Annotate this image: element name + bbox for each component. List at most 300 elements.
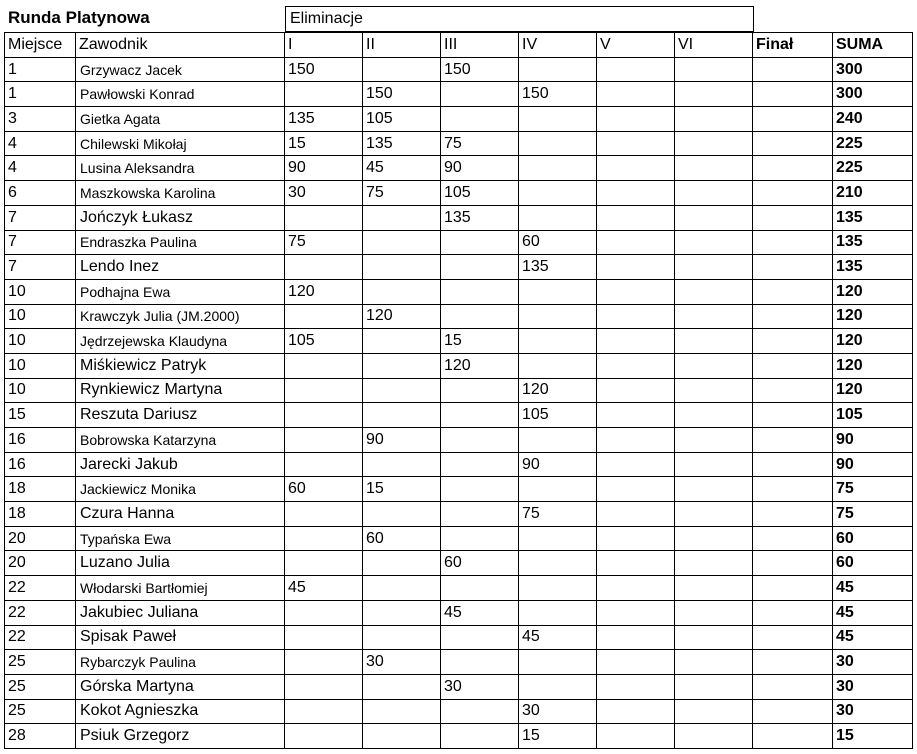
sum-cell: 300 (833, 82, 913, 107)
score-cell: 105 (519, 403, 597, 428)
table-row (5, 724, 913, 749)
place-cell: 7 (5, 255, 76, 280)
place-cell: 28 (5, 724, 76, 749)
place-cell: 25 (5, 699, 76, 724)
name-cell: Jackiewicz Monika (76, 477, 285, 502)
table-row (5, 378, 913, 403)
table-row (5, 131, 913, 156)
name-cell: Chilewski Mikołaj (76, 131, 285, 156)
table-row (5, 551, 913, 576)
score-cell (441, 576, 519, 601)
score-cell: 75 (441, 131, 519, 156)
name-cell: Jarecki Jakub (76, 452, 285, 477)
table-row (5, 526, 913, 551)
sum-cell: 45 (833, 600, 913, 625)
score-cell (597, 699, 675, 724)
place-cell: 4 (5, 131, 76, 156)
score-cell (519, 304, 597, 329)
score-cell (441, 699, 519, 724)
place-cell: 16 (5, 452, 76, 477)
page-title: Runda Platynowa (8, 8, 150, 27)
score-cell: 90 (363, 428, 441, 453)
final-cell (753, 378, 833, 403)
score-cell (519, 526, 597, 551)
name-cell: Grzywacz Jacek (76, 57, 285, 82)
header-round-1: I (285, 33, 363, 58)
score-cell (441, 452, 519, 477)
table-row (5, 576, 913, 601)
score-cell (285, 502, 363, 527)
score-cell (363, 502, 441, 527)
score-cell (519, 107, 597, 132)
score-cell (675, 576, 753, 601)
score-cell: 120 (519, 378, 597, 403)
score-cell: 15 (363, 477, 441, 502)
score-cell: 60 (519, 230, 597, 255)
score-cell (363, 329, 441, 354)
score-cell (519, 551, 597, 576)
score-cell: 120 (363, 304, 441, 329)
final-cell (753, 181, 833, 206)
score-cell: 60 (285, 477, 363, 502)
place-cell: 3 (5, 107, 76, 132)
table-row (5, 674, 913, 699)
final-cell (753, 403, 833, 428)
score-cell (441, 477, 519, 502)
table-row (5, 181, 913, 206)
score-cell (363, 452, 441, 477)
score-cell (519, 353, 597, 378)
score-cell (519, 279, 597, 304)
score-cell (363, 551, 441, 576)
final-cell (753, 526, 833, 551)
score-cell (597, 600, 675, 625)
score-cell (285, 378, 363, 403)
score-cell (597, 428, 675, 453)
score-cell (441, 279, 519, 304)
sum-cell: 30 (833, 674, 913, 699)
score-cell (675, 403, 753, 428)
score-cell (675, 205, 753, 230)
score-cell (285, 650, 363, 675)
score-cell (675, 526, 753, 551)
score-cell (363, 255, 441, 280)
sum-cell: 75 (833, 502, 913, 527)
place-cell: 1 (5, 57, 76, 82)
sum-cell: 45 (833, 625, 913, 650)
score-cell (285, 255, 363, 280)
score-cell (597, 255, 675, 280)
score-cell (597, 329, 675, 354)
score-cell (441, 304, 519, 329)
place-cell: 10 (5, 353, 76, 378)
score-cell (597, 576, 675, 601)
score-cell (675, 551, 753, 576)
score-cell (285, 625, 363, 650)
place-cell: 18 (5, 502, 76, 527)
place-cell: 18 (5, 477, 76, 502)
header-final: Finał (753, 33, 833, 58)
score-cell: 105 (441, 181, 519, 206)
table-row (5, 205, 913, 230)
name-cell: Gietka Agata (76, 107, 285, 132)
score-cell (675, 107, 753, 132)
score-cell (363, 674, 441, 699)
score-cell (597, 57, 675, 82)
score-cell (363, 600, 441, 625)
score-cell (597, 526, 675, 551)
score-cell (675, 502, 753, 527)
score-cell (441, 403, 519, 428)
header-round-4: IV (519, 33, 597, 58)
sum-cell: 120 (833, 329, 913, 354)
sum-cell: 75 (833, 477, 913, 502)
score-cell (441, 502, 519, 527)
table-row (5, 428, 913, 453)
score-cell (675, 57, 753, 82)
score-cell (441, 526, 519, 551)
final-cell (753, 255, 833, 280)
name-cell: Czura Hanna (76, 502, 285, 527)
table-row (5, 255, 913, 280)
score-cell (597, 625, 675, 650)
score-cell (597, 107, 675, 132)
score-cell (285, 526, 363, 551)
score-cell: 150 (285, 57, 363, 82)
table-row (5, 353, 913, 378)
score-cell (441, 107, 519, 132)
score-cell (675, 353, 753, 378)
final-cell (753, 724, 833, 749)
score-cell: 30 (285, 181, 363, 206)
score-cell (441, 230, 519, 255)
score-cell: 105 (363, 107, 441, 132)
score-cell (519, 156, 597, 181)
score-cell: 135 (285, 107, 363, 132)
score-cell (675, 230, 753, 255)
sum-cell: 120 (833, 353, 913, 378)
score-cell (597, 650, 675, 675)
final-cell (753, 205, 833, 230)
score-cell (441, 625, 519, 650)
score-cell (675, 477, 753, 502)
score-cell (363, 403, 441, 428)
table-row (5, 156, 913, 181)
score-cell (285, 304, 363, 329)
name-cell: Bobrowska Katarzyna (76, 428, 285, 453)
score-cell (675, 625, 753, 650)
score-cell (675, 329, 753, 354)
sum-cell: 15 (833, 724, 913, 749)
score-cell (597, 477, 675, 502)
sum-cell: 120 (833, 378, 913, 403)
name-cell: Luzano Julia (76, 551, 285, 576)
name-cell: Kokot Agnieszka (76, 699, 285, 724)
score-cell (363, 279, 441, 304)
score-cell (363, 699, 441, 724)
score-cell: 45 (363, 156, 441, 181)
header-sum: SUMA (833, 33, 913, 58)
place-cell: 22 (5, 576, 76, 601)
score-cell (519, 477, 597, 502)
score-cell: 90 (285, 156, 363, 181)
score-cell (285, 724, 363, 749)
score-cell (363, 353, 441, 378)
score-cell (597, 353, 675, 378)
name-cell: Rybarczyk Paulina (76, 650, 285, 675)
table-row (5, 230, 913, 255)
score-cell (441, 724, 519, 749)
table-row (5, 477, 913, 502)
final-cell (753, 625, 833, 650)
header-row (5, 33, 913, 58)
score-cell (363, 378, 441, 403)
table-row (5, 304, 913, 329)
score-cell: 15 (285, 131, 363, 156)
score-cell (363, 57, 441, 82)
final-cell (753, 131, 833, 156)
sum-cell: 30 (833, 699, 913, 724)
score-cell (597, 82, 675, 107)
score-cell (675, 82, 753, 107)
score-cell (441, 255, 519, 280)
final-cell (753, 279, 833, 304)
score-cell: 105 (285, 329, 363, 354)
score-cell: 150 (519, 82, 597, 107)
final-cell (753, 428, 833, 453)
sum-cell: 210 (833, 181, 913, 206)
score-cell (363, 205, 441, 230)
score-cell (597, 131, 675, 156)
score-cell (519, 131, 597, 156)
place-cell: 7 (5, 205, 76, 230)
place-cell: 6 (5, 181, 76, 206)
final-cell (753, 82, 833, 107)
score-cell (675, 724, 753, 749)
sum-cell: 240 (833, 107, 913, 132)
place-cell: 10 (5, 304, 76, 329)
place-cell: 10 (5, 378, 76, 403)
header-round-3: III (441, 33, 519, 58)
score-cell (519, 600, 597, 625)
score-cell (675, 600, 753, 625)
score-cell (597, 502, 675, 527)
score-cell (675, 378, 753, 403)
name-cell: Rynkiewicz Martyna (76, 378, 285, 403)
eliminations-header: Eliminacje (285, 6, 754, 32)
table-row (5, 502, 913, 527)
sum-cell: 135 (833, 255, 913, 280)
place-cell: 7 (5, 230, 76, 255)
score-cell (285, 403, 363, 428)
score-cell (597, 156, 675, 181)
score-cell (519, 674, 597, 699)
score-cell (519, 205, 597, 230)
sum-cell: 225 (833, 131, 913, 156)
score-cell (519, 329, 597, 354)
final-cell (753, 650, 833, 675)
final-cell (753, 353, 833, 378)
score-cell: 60 (363, 526, 441, 551)
name-cell: Endraszka Paulina (76, 230, 285, 255)
header-round-5: V (597, 33, 675, 58)
score-cell (441, 378, 519, 403)
score-cell: 90 (441, 156, 519, 181)
place-cell: 15 (5, 403, 76, 428)
score-cell: 150 (363, 82, 441, 107)
name-cell: Psiuk Grzegorz (76, 724, 285, 749)
name-cell: Pawłowski Konrad (76, 82, 285, 107)
place-cell: 10 (5, 279, 76, 304)
score-cell: 60 (441, 551, 519, 576)
place-cell: 20 (5, 551, 76, 576)
score-cell: 75 (363, 181, 441, 206)
score-cell: 45 (441, 600, 519, 625)
sum-cell: 60 (833, 526, 913, 551)
place-cell: 25 (5, 674, 76, 699)
place-cell: 20 (5, 526, 76, 551)
table-row (5, 650, 913, 675)
score-cell: 75 (519, 502, 597, 527)
sum-cell: 120 (833, 304, 913, 329)
final-cell (753, 230, 833, 255)
score-cell (519, 181, 597, 206)
score-cell (597, 551, 675, 576)
score-cell (597, 674, 675, 699)
score-cell: 90 (519, 452, 597, 477)
score-cell (675, 156, 753, 181)
score-cell: 135 (519, 255, 597, 280)
score-cell (675, 181, 753, 206)
sum-cell: 45 (833, 576, 913, 601)
place-cell: 22 (5, 600, 76, 625)
results-table (4, 32, 913, 749)
score-cell (519, 428, 597, 453)
score-cell (441, 650, 519, 675)
sum-cell: 90 (833, 428, 913, 453)
table-row (5, 452, 913, 477)
score-cell: 135 (441, 205, 519, 230)
score-cell: 135 (363, 131, 441, 156)
header-place: Miejsce (5, 33, 76, 58)
table-row (5, 57, 913, 82)
score-cell (519, 650, 597, 675)
sum-cell: 90 (833, 452, 913, 477)
score-cell (675, 452, 753, 477)
name-cell: Krawczyk Julia (JM.2000) (76, 304, 285, 329)
score-cell (675, 428, 753, 453)
name-cell: Reszuta Dariusz (76, 403, 285, 428)
name-cell: Typańska Ewa (76, 526, 285, 551)
score-cell (597, 724, 675, 749)
score-cell: 30 (441, 674, 519, 699)
place-cell: 10 (5, 329, 76, 354)
score-cell: 150 (441, 57, 519, 82)
header-round-2: II (363, 33, 441, 58)
name-cell: Lusina Aleksandra (76, 156, 285, 181)
final-cell (753, 329, 833, 354)
score-cell (675, 650, 753, 675)
score-cell (441, 428, 519, 453)
place-cell: 1 (5, 82, 76, 107)
score-cell (675, 131, 753, 156)
table-row (5, 600, 913, 625)
score-cell (363, 576, 441, 601)
score-cell: 15 (519, 724, 597, 749)
final-cell (753, 551, 833, 576)
name-cell: Jędrzejewska Klaudyna (76, 329, 285, 354)
final-cell (753, 576, 833, 601)
table-row (5, 82, 913, 107)
score-cell (285, 82, 363, 107)
score-cell (597, 205, 675, 230)
score-cell (285, 205, 363, 230)
header-name: Zawodnik (76, 33, 285, 58)
final-cell (753, 699, 833, 724)
final-cell (753, 600, 833, 625)
score-cell (519, 576, 597, 601)
place-cell: 22 (5, 625, 76, 650)
place-cell: 4 (5, 156, 76, 181)
score-cell (675, 699, 753, 724)
score-cell (675, 255, 753, 280)
table-row (5, 107, 913, 132)
name-cell: Maszkowska Karolina (76, 181, 285, 206)
sum-cell: 120 (833, 279, 913, 304)
score-cell (675, 304, 753, 329)
score-cell (597, 279, 675, 304)
score-cell (363, 230, 441, 255)
name-cell: Podhajna Ewa (76, 279, 285, 304)
sum-cell: 135 (833, 230, 913, 255)
score-cell (675, 674, 753, 699)
score-cell: 30 (363, 650, 441, 675)
score-cell: 120 (285, 279, 363, 304)
name-cell: Górska Martyna (76, 674, 285, 699)
place-cell: 16 (5, 428, 76, 453)
score-cell (675, 279, 753, 304)
final-cell (753, 502, 833, 527)
score-cell (597, 304, 675, 329)
table-row (5, 625, 913, 650)
score-cell: 120 (441, 353, 519, 378)
score-cell (519, 57, 597, 82)
header-round-6: VI (675, 33, 753, 58)
sum-cell: 225 (833, 156, 913, 181)
table-row (5, 279, 913, 304)
final-cell (753, 477, 833, 502)
final-cell (753, 156, 833, 181)
score-cell (285, 699, 363, 724)
score-cell: 15 (441, 329, 519, 354)
final-cell (753, 452, 833, 477)
name-cell: Włodarski Bartłomiej (76, 576, 285, 601)
score-cell (363, 625, 441, 650)
score-cell (285, 551, 363, 576)
score-cell (597, 181, 675, 206)
score-cell (597, 230, 675, 255)
score-cell (597, 403, 675, 428)
sum-cell: 300 (833, 57, 913, 82)
final-cell (753, 107, 833, 132)
score-cell (285, 452, 363, 477)
name-cell: Jakubiec Juliana (76, 600, 285, 625)
final-cell (753, 304, 833, 329)
name-cell: Spisak Paweł (76, 625, 285, 650)
sum-cell: 105 (833, 403, 913, 428)
score-cell (363, 724, 441, 749)
score-cell (441, 82, 519, 107)
